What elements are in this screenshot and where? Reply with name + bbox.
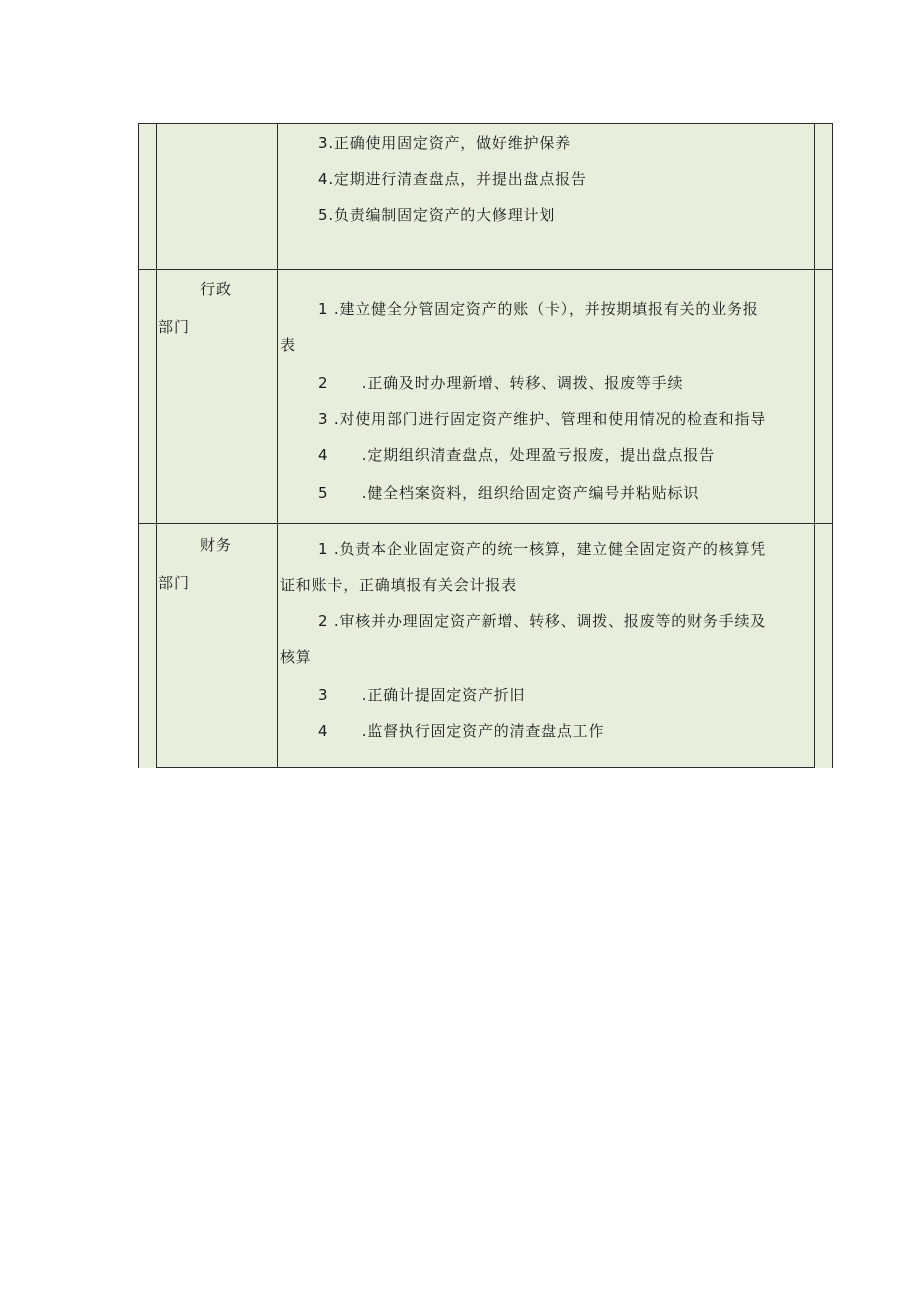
table-row (278, 123, 814, 269)
duty-line: 4 .监督执行固定资产的清查盘点工作 (318, 722, 605, 740)
duty-line: 1 .建立健全分管固定资产的账（卡），并按期填报有关的业务报 (318, 300, 759, 318)
duty-line: 1 .负责本企业固定资产的统一核算，建立健全固定资产的核算凭 (318, 540, 767, 558)
department-cell (158, 535, 276, 615)
duty-line: 4 .定期组织清查盘点，处理盈亏报废，提出盘点报告 (318, 446, 715, 464)
department-name-line1: 行政 (200, 280, 233, 298)
duty-line: 核算 (280, 648, 312, 666)
department-cell (158, 279, 276, 359)
table-border-bottom (156, 767, 815, 768)
department-name-line2: 部门 (158, 318, 191, 336)
table-border-col1 (156, 123, 157, 768)
duty-line: 2 .正确及时办理新增、转移、调拨、报废等手续 (318, 374, 684, 392)
table-border-col3 (814, 123, 815, 768)
table-border-left (138, 123, 139, 768)
duty-line: 3 .对使用部门进行固定资产维护、管理和使用情况的检查和指导 (318, 410, 767, 428)
duty-line: 表 (280, 336, 296, 354)
department-name-line1: 财务 (200, 536, 233, 554)
table-row (278, 269, 814, 523)
duty-line: 5.负责编制固定资产的大修理计划 (318, 206, 556, 224)
table-border-right (832, 123, 833, 768)
duty-line: 3 .正确计提固定资产折旧 (318, 686, 526, 704)
department-name-line2: 部门 (158, 574, 191, 592)
responsibility-table (138, 123, 833, 768)
duty-line: 证和账卡，正确填报有关会计报表 (280, 576, 518, 594)
duty-line: 2 .审核并办理固定资产新增、转移、调拨、报废等的财务手续及 (318, 612, 767, 630)
duty-line: 4.定期进行清查盘点，并提出盘点报告 (318, 170, 587, 188)
duty-line: 5 .健全档案资料，组织给固定资产编号并粘贴标识 (318, 484, 700, 502)
duty-line: 3.正确使用固定资产，做好维护保养 (318, 134, 571, 152)
table-row (278, 523, 814, 767)
